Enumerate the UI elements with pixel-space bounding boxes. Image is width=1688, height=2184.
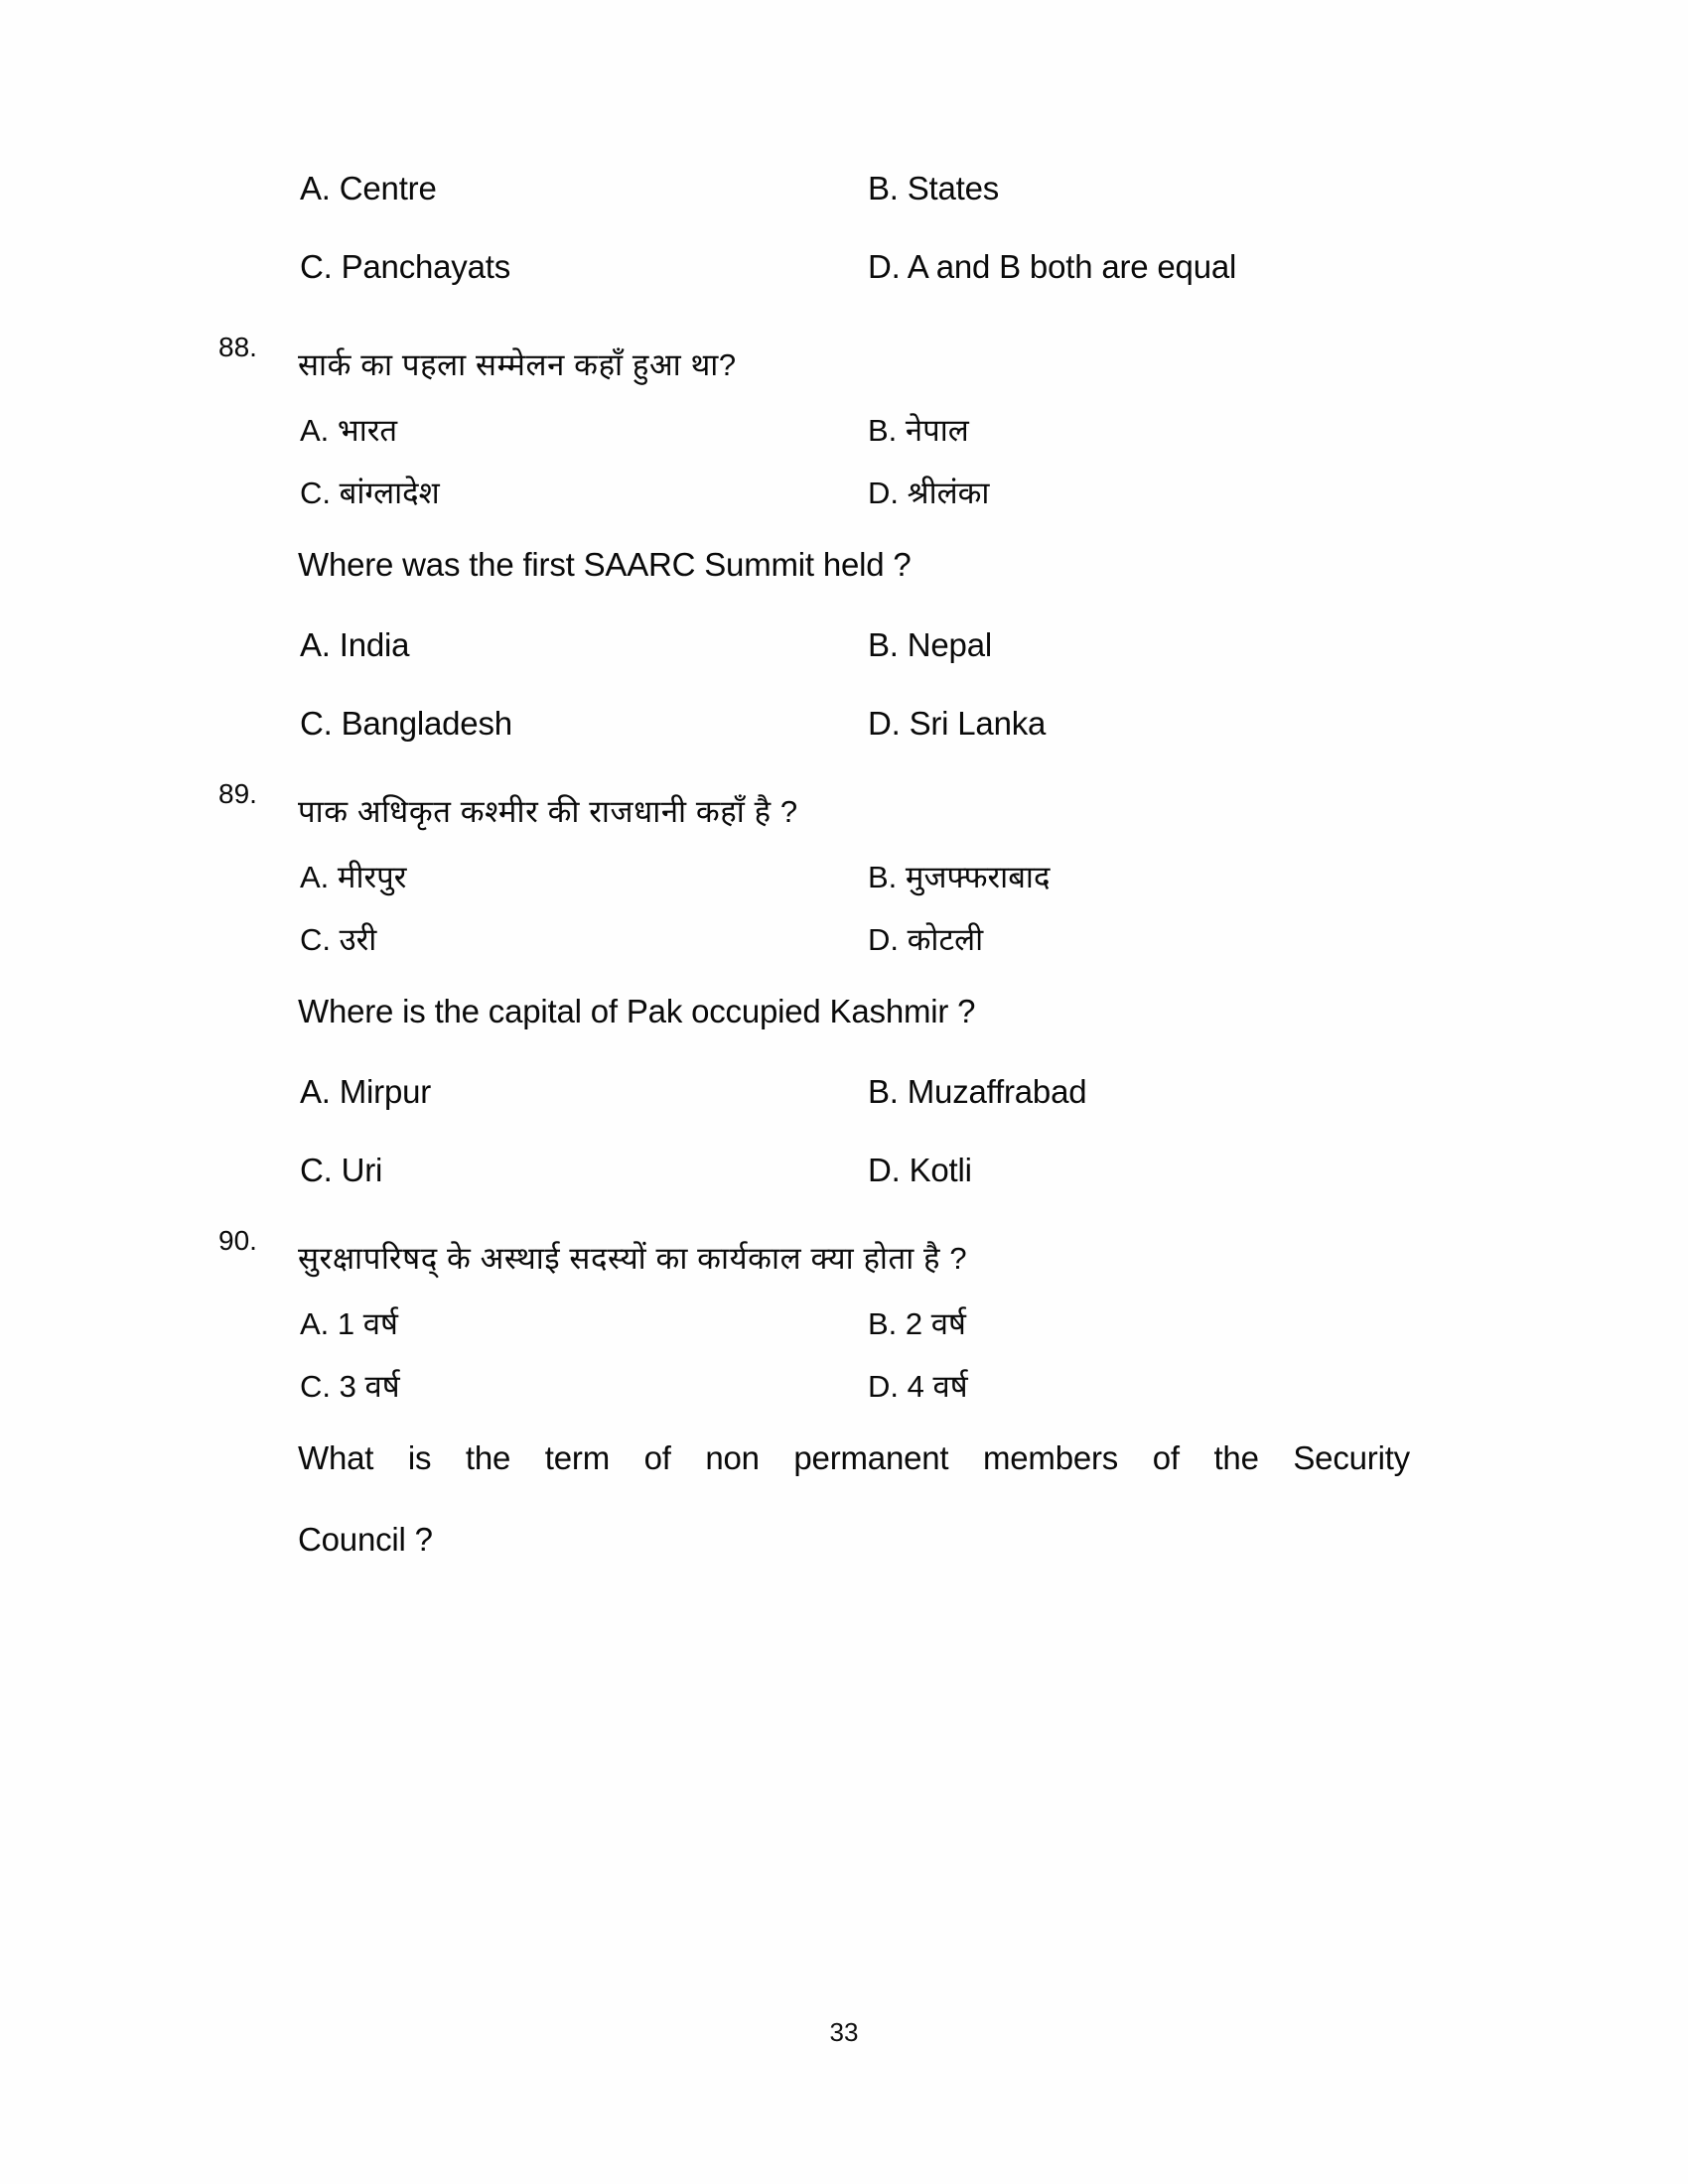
option-text: Kotli	[909, 1152, 972, 1188]
question-89-hindi-option-a	[298, 846, 854, 908]
question-90-english-text-line1	[298, 1418, 1410, 1499]
option-key: C.	[300, 922, 331, 957]
option-c	[298, 227, 854, 306]
option-key: B.	[868, 413, 898, 448]
option-text: Sri Lanka	[909, 705, 1047, 742]
option-row-ab	[298, 149, 1410, 227]
question-90-number: 90.	[218, 1225, 257, 1256]
option-text: Uri	[341, 1152, 383, 1188]
option-key: B.	[868, 1073, 899, 1110]
question-90-hindi-option-row-cd	[298, 1355, 1410, 1418]
option-text: नेपाल	[905, 413, 969, 448]
option-d-key: D.	[868, 248, 901, 285]
option-key: D.	[868, 1152, 901, 1188]
question-88-english-option-d	[854, 684, 1410, 762]
question-89-hindi-option-d	[854, 908, 1410, 971]
option-key: D.	[868, 705, 901, 742]
question-88-english-option-row-ab	[298, 606, 1410, 684]
option-c-key: C.	[300, 248, 333, 285]
question-89-english-text: Where is the capital of Pak occupied Kashmir ?	[298, 993, 976, 1029]
page-number: 33	[829, 2017, 859, 2047]
question-88-hindi-option-b	[854, 399, 1410, 462]
question-90-english-text-line2: Council ?	[298, 1521, 433, 1558]
option-b-key: B.	[868, 170, 899, 206]
question-89-number: 89.	[218, 778, 257, 809]
question-90-hindi-text: सुरक्षापरिषद् के अस्थाई सदस्यों का कार्यकाल क्या होता है ?	[298, 1241, 968, 1276]
option-d-text: A and B both are equal	[907, 248, 1237, 285]
question-90	[218, 1225, 1410, 1580]
option-a-text: Centre	[339, 170, 437, 206]
word: members	[982, 1439, 1119, 1476]
option-key: C.	[300, 1369, 331, 1404]
question-90-hindi-option-b	[854, 1293, 1410, 1355]
option-b-text: States	[907, 170, 1000, 206]
question-89-hindi-text: पाक अधिकृत कश्मीर की राजधानी कहाँ है ?	[298, 794, 798, 829]
option-text: India	[339, 626, 410, 663]
option-key: A.	[300, 1073, 331, 1110]
option-a-key: A.	[300, 170, 331, 206]
question-88-hindi-option-row-ab	[298, 399, 1410, 462]
question-90-english-line1-words	[298, 1418, 1410, 1499]
question-89-english-option-a	[298, 1052, 854, 1131]
question-89-english-option-b	[854, 1052, 1410, 1131]
question-90-hindi-option-row-ab	[298, 1293, 1410, 1355]
option-text: Nepal	[907, 626, 992, 663]
option-text: मीरपुर	[337, 860, 407, 894]
spacer	[298, 1209, 1410, 1225]
question-90-hindi-option-a	[298, 1293, 854, 1355]
question-88-english-option-b	[854, 606, 1410, 684]
option-text: Muzaffrabad	[907, 1073, 1087, 1110]
word: term	[544, 1439, 610, 1476]
question-90-hindi-option-c	[298, 1355, 854, 1418]
option-d	[854, 227, 1410, 306]
option-text: श्रीलंका	[907, 476, 990, 510]
spacer	[298, 762, 1410, 778]
option-key: D.	[868, 476, 899, 510]
word: of	[643, 1439, 671, 1476]
option-text: उरी	[339, 922, 377, 957]
question-89-english-option-c	[298, 1131, 854, 1209]
question-88-english-text: Where was the first SAARC Summit held ?	[298, 546, 912, 583]
option-key: A.	[300, 1306, 330, 1341]
question-88-hindi-option-row-cd	[298, 462, 1410, 524]
question-88-hindi-option-d	[854, 462, 1410, 524]
word: is	[407, 1439, 432, 1476]
option-text: भारत	[337, 413, 398, 448]
question-88-hindi-text: सार्क का पहला सम्मेलन कहाँ हुआ था?	[298, 347, 737, 382]
word: the	[465, 1439, 511, 1476]
word: of	[1152, 1439, 1180, 1476]
question-89-hindi-option-b	[854, 846, 1410, 908]
option-a	[298, 149, 854, 227]
question-87-options-block	[298, 149, 1410, 306]
page-content	[218, 149, 1410, 1580]
question-88	[218, 332, 1410, 762]
question-89-hindi-option-row-ab	[298, 846, 1410, 908]
question-88-hindi-option-c	[298, 462, 854, 524]
question-88-number: 88.	[218, 332, 257, 362]
option-key: C.	[300, 476, 331, 510]
option-key: B.	[868, 1306, 898, 1341]
option-text: 4 वर्ष	[907, 1369, 968, 1404]
option-key: A.	[300, 413, 330, 448]
option-text: Mirpur	[339, 1073, 432, 1110]
option-key: D.	[868, 1369, 899, 1404]
question-89-english-option-row-cd	[298, 1131, 1410, 1209]
question-89-hindi-option-row-cd	[298, 908, 1410, 971]
question-90-hindi-option-d	[854, 1355, 1410, 1418]
spacer	[298, 306, 1410, 332]
question-88-english-option-c	[298, 684, 854, 762]
option-key: C.	[300, 705, 333, 742]
option-text: बांग्लादेश	[339, 476, 440, 510]
option-text: कोटली	[907, 922, 984, 957]
question-89	[218, 778, 1410, 1209]
word: the	[1213, 1439, 1259, 1476]
word: Security	[1293, 1439, 1410, 1476]
word: permanent	[793, 1439, 949, 1476]
option-key: A.	[300, 860, 330, 894]
question-88-english-option-row-cd	[298, 684, 1410, 762]
option-c-text: Panchayats	[341, 248, 511, 285]
word: What	[298, 1439, 374, 1476]
option-text: Bangladesh	[341, 705, 512, 742]
option-row-cd	[298, 227, 1410, 306]
question-89-hindi-option-c	[298, 908, 854, 971]
option-text: मुजफ्फराबाद	[905, 860, 1051, 894]
option-key: A.	[300, 626, 331, 663]
option-text: 1 वर्ष	[337, 1306, 398, 1341]
option-b	[854, 149, 1410, 227]
option-key: B.	[868, 626, 899, 663]
option-key: C.	[300, 1152, 333, 1188]
question-88-english-option-a	[298, 606, 854, 684]
question-89-english-option-d	[854, 1131, 1410, 1209]
option-key: D.	[868, 922, 899, 957]
question-88-hindi-option-a	[298, 399, 854, 462]
option-text: 3 वर्ष	[339, 1369, 400, 1404]
question-89-english-option-row-ab	[298, 1052, 1410, 1131]
option-text: 2 वर्ष	[905, 1306, 966, 1341]
option-key: B.	[868, 860, 898, 894]
word: non	[705, 1439, 760, 1476]
